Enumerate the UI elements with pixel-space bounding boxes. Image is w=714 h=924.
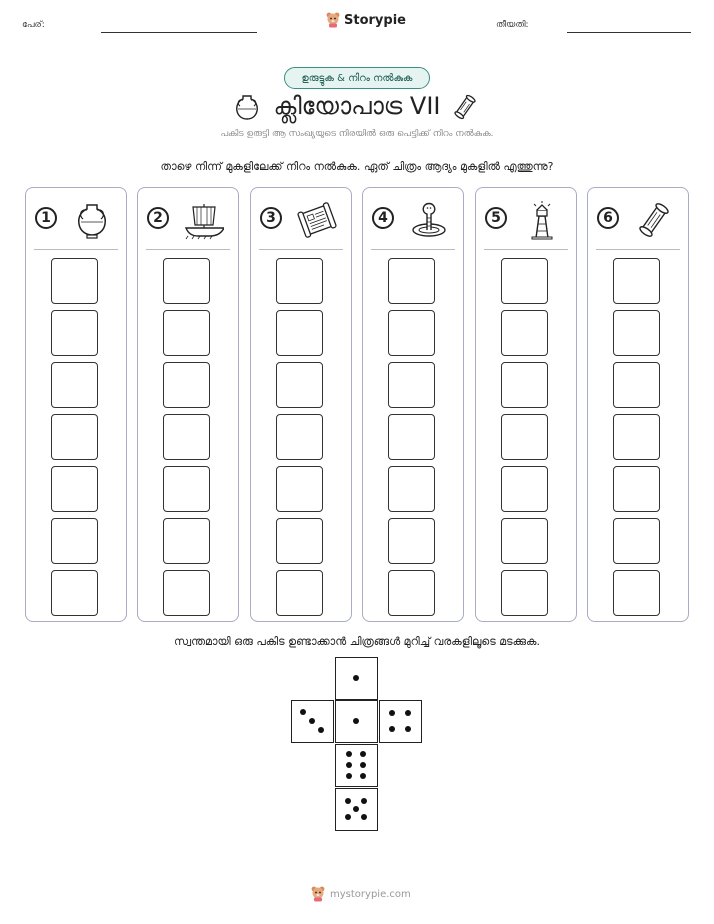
column-number: 5 — [485, 207, 507, 229]
pip — [345, 798, 351, 804]
footer — [310, 886, 411, 902]
column-divider — [146, 249, 230, 250]
color-box[interactable] — [501, 518, 548, 564]
column-1 — [25, 187, 127, 622]
column-divider — [484, 249, 568, 250]
pip — [361, 814, 367, 820]
color-box[interactable] — [51, 362, 98, 408]
die-face-5 — [335, 788, 378, 831]
pip — [405, 710, 411, 716]
column-3 — [250, 187, 352, 622]
pip — [300, 709, 306, 715]
color-box[interactable] — [388, 258, 435, 304]
die-face-6 — [335, 744, 378, 787]
color-box[interactable] — [613, 518, 660, 564]
column-6 — [587, 187, 689, 622]
pip — [353, 806, 359, 812]
color-box[interactable] — [276, 466, 323, 512]
color-box[interactable] — [276, 310, 323, 356]
color-box[interactable] — [388, 466, 435, 512]
pip — [361, 798, 367, 804]
column-4 — [362, 187, 464, 622]
brand-text: Storypie — [344, 12, 406, 28]
pip — [346, 773, 352, 779]
name-line[interactable] — [101, 32, 257, 33]
name-label: പേര്: — [22, 20, 45, 30]
color-box[interactable] — [51, 518, 98, 564]
color-box[interactable] — [613, 310, 660, 356]
color-box[interactable] — [613, 362, 660, 408]
color-box[interactable] — [51, 310, 98, 356]
color-box[interactable] — [501, 466, 548, 512]
color-box[interactable] — [51, 466, 98, 512]
column-number: 4 — [372, 207, 394, 229]
scroll-icon — [634, 200, 674, 240]
column-divider — [371, 249, 455, 250]
pip — [345, 814, 351, 820]
column-number: 3 — [260, 207, 282, 229]
activity-badge: ഉരുട്ടുക & നിറം നൽകുക — [284, 67, 430, 89]
color-box[interactable] — [163, 310, 210, 356]
column-number: 6 — [597, 207, 619, 229]
column-divider — [34, 249, 118, 250]
color-box[interactable] — [163, 518, 210, 564]
pip — [360, 751, 366, 757]
color-box[interactable] — [276, 414, 323, 460]
color-box[interactable] — [51, 258, 98, 304]
color-box[interactable] — [501, 310, 548, 356]
pip — [405, 726, 411, 732]
pip — [389, 726, 395, 732]
pip — [389, 710, 395, 716]
color-box[interactable] — [388, 362, 435, 408]
scroll-icon — [450, 92, 480, 122]
cobra-icon — [409, 200, 449, 240]
bear-icon — [326, 12, 340, 28]
die-face-4 — [379, 700, 422, 743]
column-5 — [475, 187, 577, 622]
color-box[interactable] — [388, 310, 435, 356]
column-divider — [596, 249, 680, 250]
column-number: 2 — [147, 207, 169, 229]
color-box[interactable] — [163, 258, 210, 304]
amphora-icon — [72, 200, 112, 240]
die-face-1 — [335, 700, 378, 743]
color-box[interactable] — [388, 518, 435, 564]
fold-instruction: സ്വന്തമായി ഒരു പകിട ഉണ്ടാക്കാൻ ചിത്രങ്ങൾ മുറിച്ച് വരകളിലൂടെ മടക്കുക. — [174, 635, 540, 648]
pip — [346, 751, 352, 757]
color-box[interactable] — [613, 258, 660, 304]
color-box[interactable] — [163, 362, 210, 408]
column-2 — [137, 187, 239, 622]
pip — [318, 727, 324, 733]
color-box[interactable] — [276, 570, 323, 616]
pip — [360, 773, 366, 779]
pip — [360, 762, 366, 768]
footer-url[interactable]: mystorypie.com — [330, 888, 411, 900]
pip — [346, 762, 352, 768]
pip — [309, 718, 315, 724]
color-box[interactable] — [276, 518, 323, 564]
color-box[interactable] — [388, 570, 435, 616]
die-face-1 — [335, 657, 378, 700]
papyrus-icon — [297, 200, 337, 240]
page-title: ക്ലിയോപാട്ര VII — [273, 92, 441, 120]
ship-icon — [184, 200, 224, 240]
color-box[interactable] — [501, 258, 548, 304]
bear-icon — [310, 886, 326, 902]
color-box[interactable] — [613, 570, 660, 616]
subtitle: പകിട ഉരുട്ടി ആ സംഖ്യയുടെ നിരയിൽ ഒരു പെട്ടിക്ക് നിറം നൽകുക. — [220, 129, 494, 139]
color-box[interactable] — [388, 414, 435, 460]
instruction-text: താഴെ നിന്ന് മുകളിലേക്ക് നിറം നൽകുക. ഏത് ചിത്രം ആദ്യം മുകളിൽ എത്തുന്നു? — [160, 160, 554, 173]
column-divider — [259, 249, 343, 250]
color-box[interactable] — [51, 570, 98, 616]
column-number: 1 — [35, 207, 57, 229]
color-box[interactable] — [163, 414, 210, 460]
date-label: തീയതി: — [496, 20, 529, 30]
brand-logo — [326, 12, 406, 28]
color-box[interactable] — [163, 466, 210, 512]
pip — [353, 675, 359, 681]
color-box[interactable] — [501, 362, 548, 408]
date-line[interactable] — [567, 32, 691, 33]
color-box[interactable] — [276, 258, 323, 304]
pip — [353, 718, 359, 724]
color-box[interactable] — [276, 362, 323, 408]
die-face-3 — [291, 700, 334, 743]
color-box[interactable] — [613, 414, 660, 460]
color-box[interactable] — [163, 570, 210, 616]
color-box[interactable] — [51, 414, 98, 460]
color-box[interactable] — [613, 466, 660, 512]
color-box[interactable] — [501, 570, 548, 616]
color-box[interactable] — [501, 414, 548, 460]
lighthouse-icon — [522, 200, 562, 240]
